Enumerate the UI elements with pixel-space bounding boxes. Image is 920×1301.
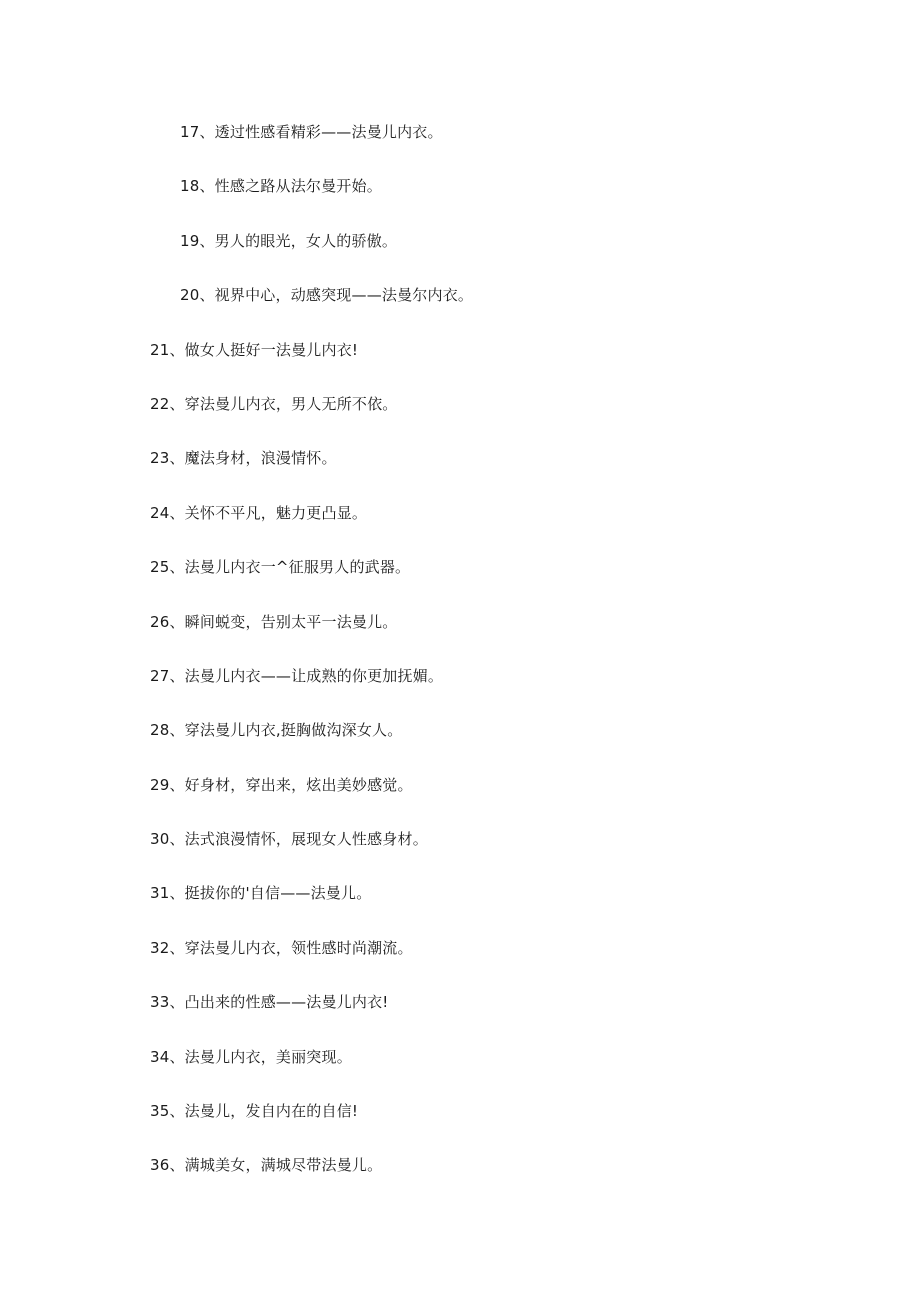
- list-item: 32、穿法曼儿内衣，领性感时尚潮流。: [150, 938, 413, 957]
- list-item: 36、满城美女，满城尽带法曼儿。: [150, 1156, 383, 1175]
- list-item: 31、挺拔你的'自信——法曼儿。: [150, 884, 372, 903]
- list-item: 26、瞬间蜕变，告别太平一法曼儿。: [150, 612, 398, 631]
- list-item: 27、法曼儿内衣——让成熟的你更加抚媚。: [150, 666, 444, 685]
- list-item: 29、好身材，穿出来，炫出美妙感觉。: [150, 775, 413, 794]
- list-item: 17、透过性感看精彩——法曼儿内衣。: [180, 123, 443, 141]
- list-item: 19、男人的眼光，女人的骄傲。: [180, 231, 398, 250]
- list-item: 28、穿法曼儿内衣,挺胸做沟深女人。: [150, 721, 403, 740]
- list-item: 30、法式浪漫情怀，展现女人性感身材。: [150, 830, 428, 849]
- list-item: 21、做女人挺好一法曼儿内衣!: [150, 340, 359, 359]
- list-item: 34、法曼儿内衣，美丽突现。: [150, 1047, 352, 1066]
- slogan-list: [0, 118, 920, 1206]
- list-item: 23、魔法身材，浪漫情怀。: [150, 449, 337, 468]
- list-item: 33、凸出来的性感——法曼儿内衣!: [150, 993, 389, 1012]
- list-item: 25、法曼儿内衣一^征服男人的武器。: [150, 558, 411, 577]
- list-item: 24、关怀不平凡，魅力更凸显。: [150, 503, 368, 522]
- list-item: 22、穿法曼儿内衣，男人无所不依。: [150, 394, 398, 413]
- list-item: 20、视界中心，动感突现——法曼尔内衣。: [180, 286, 474, 305]
- list-item: 18、性感之路从法尔曼开始。: [180, 177, 382, 196]
- list-item: 35、法曼儿，发自内在的自信!: [150, 1102, 359, 1121]
